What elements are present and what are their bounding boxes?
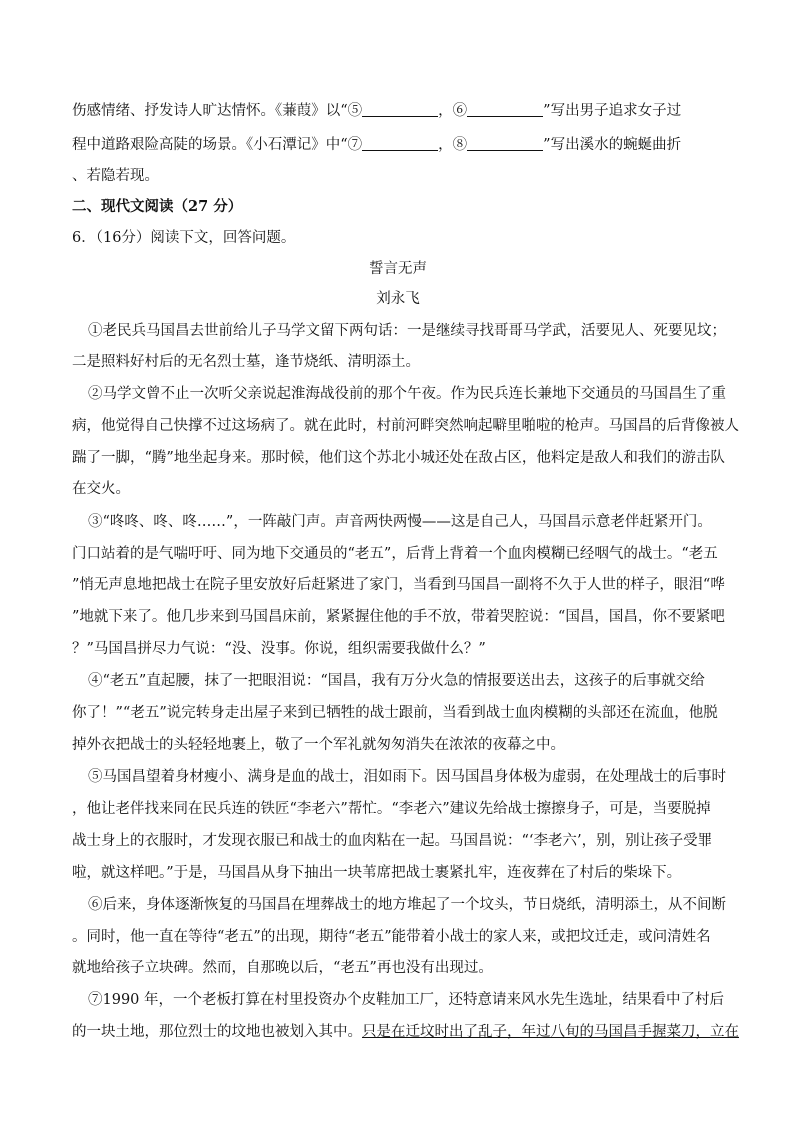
paragraph-line: ？”马国昌拼尽力气说：“没、没事。你说，组织需要我做什么？” (72, 641, 486, 657)
paragraph-line: 掉外衣把战士的头轻轻地裹上，敬了一个军礼就匆匆消失在浓浓的夜幕之中。 (72, 737, 565, 753)
text-segment: 的一块土地，那位烈士的坟地也被划入其中。 (72, 1024, 362, 1040)
paragraph-line: 病，他觉得自己快撑不过这场病了。就在此时，村前河畔突然响起噼里啪啦的枪声。马国昌的后背像被人 (72, 418, 739, 434)
text-segment: ”写出溪水的蜿蜒曲折 (543, 137, 682, 153)
answer-blank-8[interactable] (467, 136, 543, 151)
paragraph-line: 在交火。 (72, 481, 130, 497)
paragraph-line: 你了！”“老五”说完转身走出屋子来到已牺牲的战士跟前，当看到战士血肉模糊的头部还在流血，他脱 (72, 705, 718, 721)
paragraph-line: 。同时，他一直在等待“老五”的出现，期待“老五”能带着小战士的家人来，或把坟迁走，或问清姓名 (72, 929, 711, 945)
text-segment: 程中道路艰险高陡的场景。《小石潭记》中“⑦ (72, 137, 363, 153)
paragraph-line: 门口站着的是气喘吁吁、同为地下交通员的“老五”，后背上背着一个血肉模糊已经咽气的战士。“老五 (72, 546, 718, 562)
text-segment: ，⑧ (438, 137, 468, 153)
paragraph-line: ④“老五”直起腰，抹了一把眼泪说：“国昌，我有万分火急的情报要送出去，这孩子的后事就交给 (88, 673, 705, 689)
article-author: 刘永飞 (376, 291, 420, 307)
underlined-sentence: 只是在迁坟时出了乱子，年过八旬的马国昌手握菜刀，立在 (362, 1024, 739, 1040)
article-title: 誓言无声 (369, 261, 427, 277)
text-line: 、若隐若现。 (72, 168, 159, 184)
paragraph-line: 啦，就这样吧。”于是，马国昌从身下抽出一块苇席把战士裹紧扎牢，连夜葬在了村后的柴垛下。 (72, 865, 682, 881)
question-stem: 6．（16分）阅读下文，回答问题。 (72, 230, 296, 246)
text-segment: ”写出男子追求女子过 (543, 103, 682, 119)
paragraph-line: 二是照料好村后的无名烈士墓，逢节烧纸、清明添土。 (72, 354, 420, 370)
poem-fill-line-2 (72, 135, 724, 155)
paragraph-line: ⑦1990 年，一个老板打算在村里投资办个皮鞋加工厂，还特意请来风水先生选址，结果看中了村后 (88, 992, 725, 1008)
paragraph-line: ，他让老伴找来同在民兵连的铁匠“李老六”帮忙。“李老六”建议先给战士擦擦身子，可是，当要脱掉 (72, 801, 711, 817)
text-segment: 伤感情绪、抒发诗人旷达情怀。《蒹葭》以“⑤ (72, 103, 363, 119)
section-heading: 二、现代文阅读（27 分） (72, 198, 243, 215)
poem-fill-line-1 (72, 101, 724, 121)
text-segment: ，⑥ (438, 103, 468, 119)
paragraph-line: ①老民兵马国昌去世前给儿子马学文留下两句话：一是继续寻找哥哥马学武，活要见人、死要见坟； (88, 323, 726, 339)
paragraph-line: ⑥后来，身体逐渐恢复的马国昌在埋葬战士的地方堆起了一个坟头，节日烧纸，清明添土，从不间断 (88, 897, 726, 913)
paragraph-line: ”地就下来了。他几步来到马国昌床前，紧紧握住他的手不放，带着哭腔说：“国昌，国昌，你不要紧吧 (72, 609, 725, 625)
answer-blank-6[interactable] (467, 102, 543, 117)
paragraph-line: ”悄无声息地把战士在院子里安放好后赶紧进了家门，当看到马国昌一副将不久于人世的样子，眼泪“哗 (72, 577, 725, 593)
paragraph-line: ②马学文曾不止一次听父亲说起淮海战役前的那个午夜。作为民兵连长兼地下交通员的马国昌生了重 (88, 386, 726, 402)
paragraph-line-underlined (72, 1022, 739, 1042)
answer-blank-7[interactable] (362, 136, 438, 151)
answer-blank-5[interactable] (362, 102, 438, 117)
paragraph-line: ⑤马国昌望着身材瘦小、满身是血的战士，泪如雨下。因马国昌身体极为虚弱，在处理战士的后事时 (88, 769, 726, 785)
paragraph-line: 踹了一脚，“腾”地坐起身来。那时候，他们这个苏北小城还处在敌占区，他料定是敌人和我们的游击队 (72, 450, 725, 466)
paragraph-line: ③“咚咚、咚、咚……”，一阵敲门声。声音两快两慢——这是自己人，马国昌示意老伴赶紧开门。 (88, 514, 712, 530)
paragraph-line: 战士身上的衣服时，才发现衣服已和战士的血肉粘在一起。马国昌说：“‘李老六’，别，别让孩子受罪 (72, 833, 713, 849)
paragraph-line: 就地给孩子立块碑。然而，自那晚以后，“老五”再也没有出现过。 (72, 960, 493, 976)
